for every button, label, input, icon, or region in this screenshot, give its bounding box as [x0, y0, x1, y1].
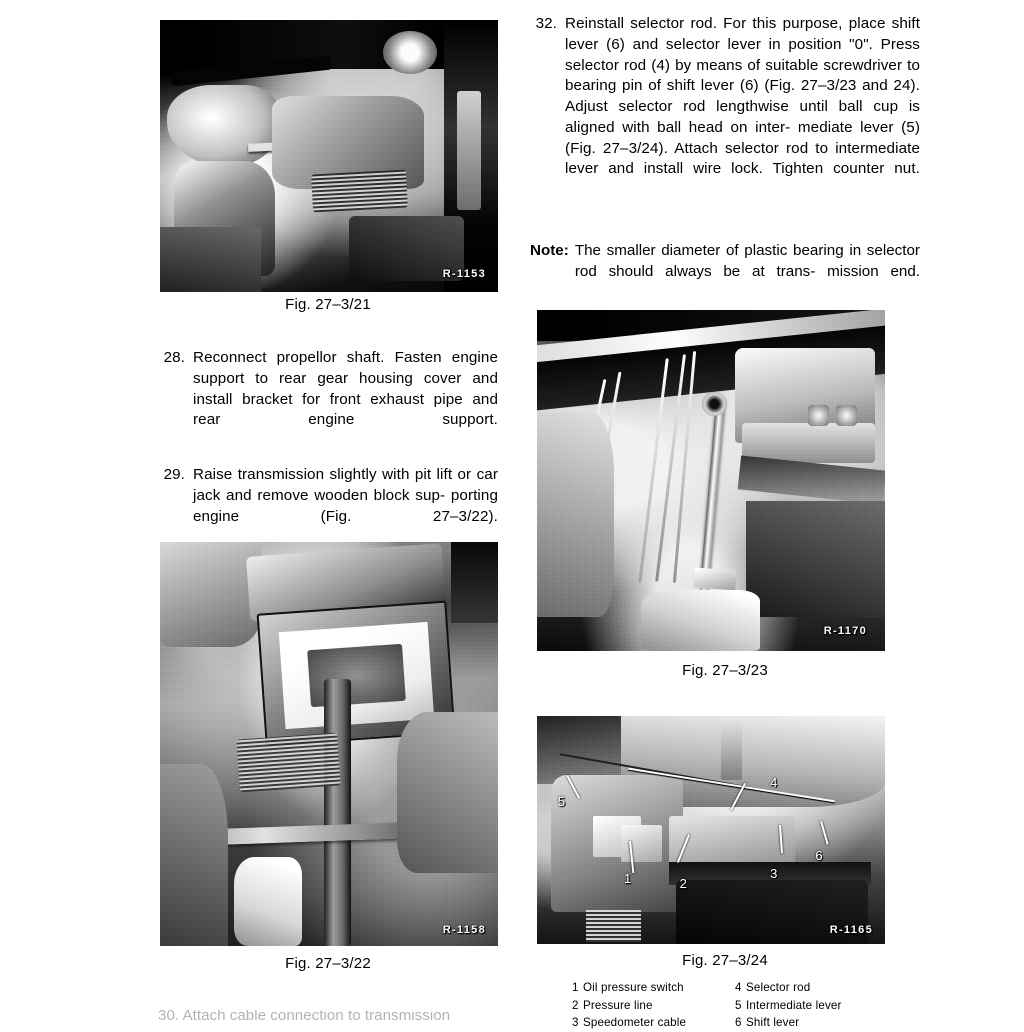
step-32-line-9: selector rod to intermediate lever and — [565, 139, 920, 178]
clipped-step-30-text: 30. Attach cable connection to transmission — [158, 1010, 451, 1024]
step-29 — [158, 465, 498, 548]
step-32-line-1: Reinstall selector rod. For this purpose, — [565, 15, 843, 32]
step-32-line-2: place shift lever (6) and selector lever in — [565, 15, 921, 53]
legend-number: 3 — [572, 1016, 579, 1030]
step-29-line-3: porting engine (Fig. 27–3/22). — [193, 486, 498, 525]
clipped-step-30 — [158, 1010, 503, 1024]
step-29-body — [193, 465, 498, 548]
figure-27-3-21-photo — [160, 20, 498, 292]
note-line-1: The smaller diameter of plastic bearing — [574, 242, 844, 259]
legend-label: Intermediate lever — [746, 998, 842, 1012]
step-32-line-8: mediate lever (5) (Fig. 27–3/24). Attach — [565, 118, 920, 157]
legend-number: 4 — [735, 981, 742, 994]
photo-watermark: R-1170 — [823, 625, 867, 637]
callout-2: 2 — [679, 875, 687, 891]
legend-item — [572, 1014, 735, 1032]
step-32-line-7: cup is aligned with ball head on inter- — [565, 98, 921, 136]
step-28-line-4: rear engine support. — [193, 411, 498, 429]
figure-27-3-22-photo — [160, 542, 498, 946]
figure-27-3-24-photo — [537, 716, 885, 944]
figure-27-3-23-photo — [537, 310, 885, 651]
legend-number: 1 — [572, 981, 579, 994]
step-28 — [158, 348, 498, 452]
photo-watermark: R-1165 — [829, 924, 873, 936]
note-block — [530, 241, 920, 303]
step-28-line-2: support to rear gear housing cover and — [193, 369, 498, 387]
legend-number: 2 — [572, 998, 579, 1012]
figure-27-3-23-caption: Fig. 27–3/23 — [682, 662, 768, 679]
step-32-line-5: pin of shift lever (6) (Fig. 27–3/23 and 24). — [622, 77, 920, 95]
step-32-line-10: install wire lock. Tighten counter nut. — [643, 160, 920, 178]
step-28-line-1: Reconnect propellor shaft. Fasten engine — [193, 349, 498, 366]
photo-watermark: R-1153 — [442, 268, 486, 280]
legend-label: Pressure line — [583, 998, 653, 1012]
figure-27-3-21-caption: Fig. 27–3/21 — [285, 296, 371, 313]
legend-number: 5 — [735, 998, 742, 1012]
legend-item — [735, 997, 842, 1015]
step-29-line-1: Raise transmission slightly with pit lift or — [193, 466, 472, 483]
step-28-number: 28. — [163, 349, 185, 366]
step-32-line-4: means of suitable screwdriver to bearing — [565, 56, 920, 95]
legend-item — [572, 997, 735, 1015]
step-29-line-2: car jack and remove wooden block sup- — [193, 466, 498, 504]
note-line-2: in selector rod should always be at trans- — [574, 242, 920, 280]
note-label: Note: — [530, 242, 569, 259]
legend-item — [572, 979, 735, 997]
callout-6: 6 — [815, 848, 823, 864]
photo-watermark: R-1158 — [442, 924, 486, 936]
callout-4: 4 — [770, 775, 778, 791]
callout-leader-6 — [821, 821, 829, 845]
legend-label: Oil pressure switch — [583, 981, 684, 994]
figure-27-3-24-caption: Fig. 27–3/24 — [682, 952, 768, 969]
legend-label: Speedometer cable — [583, 1016, 687, 1030]
callout-5: 5 — [557, 793, 566, 809]
step-29-number: 29. — [163, 466, 185, 483]
step-32-body — [565, 14, 920, 201]
legend-label: Shift lever — [746, 1016, 800, 1030]
note-line-3: mission end. — [827, 262, 920, 280]
callout-3: 3 — [770, 866, 778, 882]
step-28-line-3: install bracket for front exhaust pipe and — [193, 390, 498, 408]
legend-item — [735, 1014, 842, 1032]
legend-label: Selector rod — [746, 981, 811, 994]
legend-item — [735, 979, 842, 997]
note-body — [575, 241, 920, 303]
step-32 — [530, 14, 920, 201]
step-28-body — [193, 348, 498, 452]
step-32-line-3: position "0". Press selector rod (4) by — [565, 35, 920, 74]
figure-27-3-22-caption: Fig. 27–3/22 — [285, 955, 371, 972]
legend-number: 6 — [735, 1016, 742, 1030]
callout-1: 1 — [624, 871, 632, 887]
step-32-number: 32. — [535, 15, 557, 32]
step-32-line-6: Adjust selector rod lengthwise until ball — [565, 98, 863, 115]
